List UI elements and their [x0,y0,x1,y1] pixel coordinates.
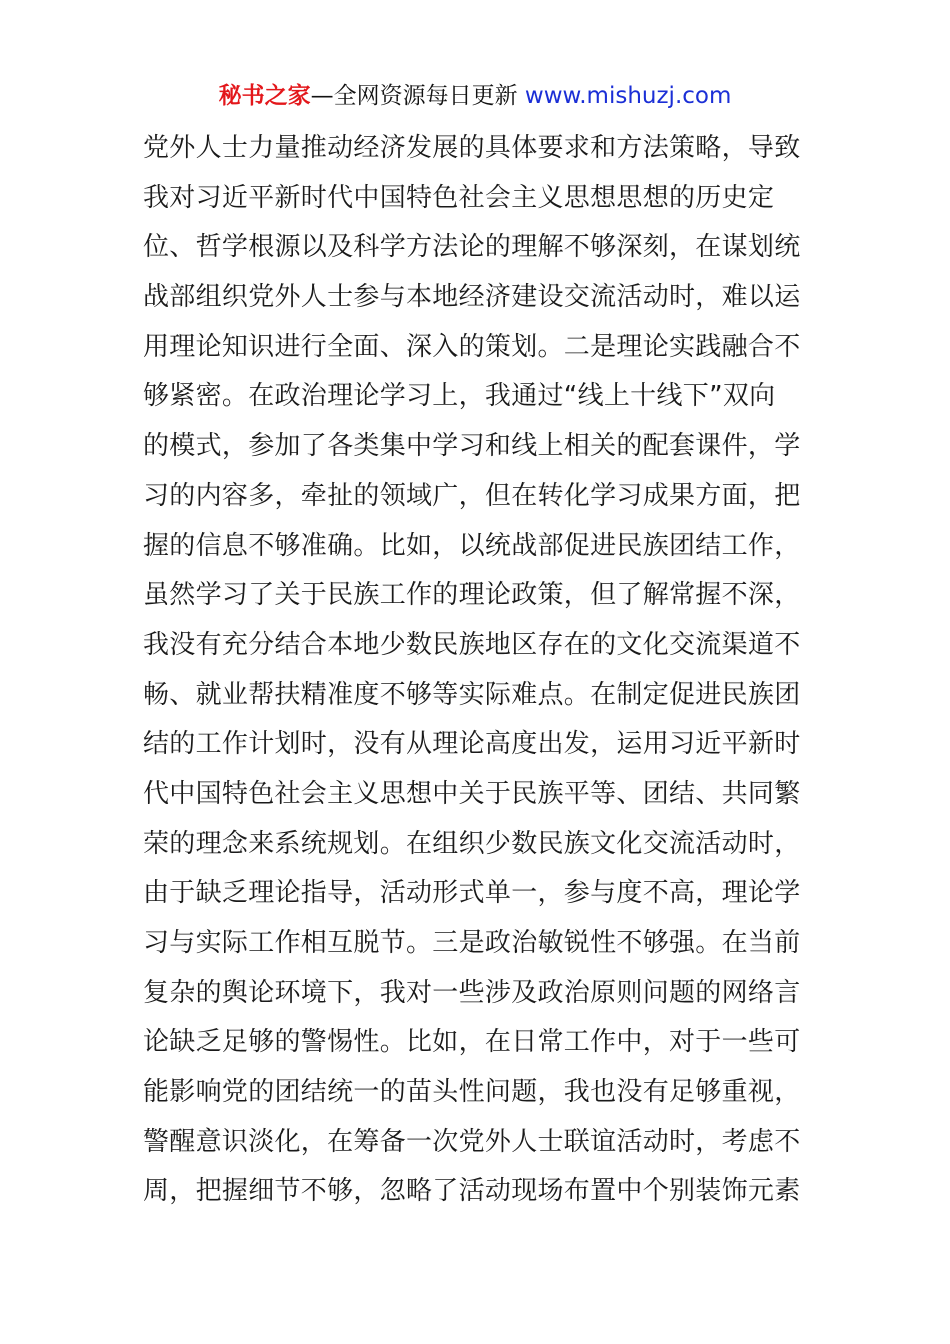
site-url-link[interactable]: www.mishuzj.com [524,83,732,109]
text-line: 战部组织党外人士参与本地经济建设交流活动时，难以运 [143,282,801,313]
site-brand: 秘书之家 [218,83,311,109]
text-line: 习的内容多，牵扯的领域广，但在转化学习成果方面，把 [143,480,801,511]
text-line: 用理论知识进行全面、深入的策划。二是理论实践融合不 [143,331,801,362]
text-line: 周，把握细节不够，忽略了活动现场布置中个别装饰元素 [143,1176,801,1207]
document-body [143,124,809,1217]
text-line: 握的信息不够准确。比如，以统战部促进民族团结工作， [143,530,801,561]
text-line: 我没有充分结合本地少数民族地区存在的文化交流渠道不 [143,629,801,660]
text-line: 党外人士力量推动经济发展的具体要求和方法策略，导致 [143,133,801,163]
text-line: 由于缺乏理论指导，活动形式单一，参与度不高，理论学 [143,878,801,909]
text-line: 能影响党的团结统一的苗头性问题，我也没有足够重视， [143,1077,801,1108]
site-tagline: —全网资源每日更新 [310,83,525,109]
text-line: 位、哲学根源以及科学方法论的理解不够深刻，在谋划统 [143,232,801,263]
text-line: 警醒意识淡化，在筹备一次党外人士联谊活动时，考虑不 [143,1126,801,1157]
text-line: 复杂的舆论环境下，我对一些涉及政治原则问题的网络言 [143,977,801,1008]
text-line: 的模式，参加了各类集中学习和线上相关的配套课件，学 [143,431,801,462]
text-line: 结的工作计划时，没有从理论高度出发，运用习近平新时 [143,729,801,760]
text-line: 荣的理念来系统规划。在组织少数民族文化交流活动时， [143,828,801,859]
text-line: 我对习近平新时代中国特色社会主义思想思想的历史定 [143,182,775,213]
text-line: 代中国特色社会主义思想中关于民族平等、团结、共同繁 [143,778,801,809]
text-line: 虽然学习了关于民族工作的理论政策，但了解常握不深， [143,580,801,611]
text-line: 够紧密。在政治理论学习上，我通过“线上十线下”双向 [143,381,776,412]
text-line: 畅、就业帮扶精准度不够等实际难点。在制定促进民族团 [143,679,801,710]
text-line: 论缺乏足够的警惕性。比如，在日常工作中，对于一些可 [143,1027,801,1058]
text-line: 习与实际工作相互脱节。三是政治敏锐性不够强。在当前 [143,928,801,958]
site-header [0,80,950,112]
